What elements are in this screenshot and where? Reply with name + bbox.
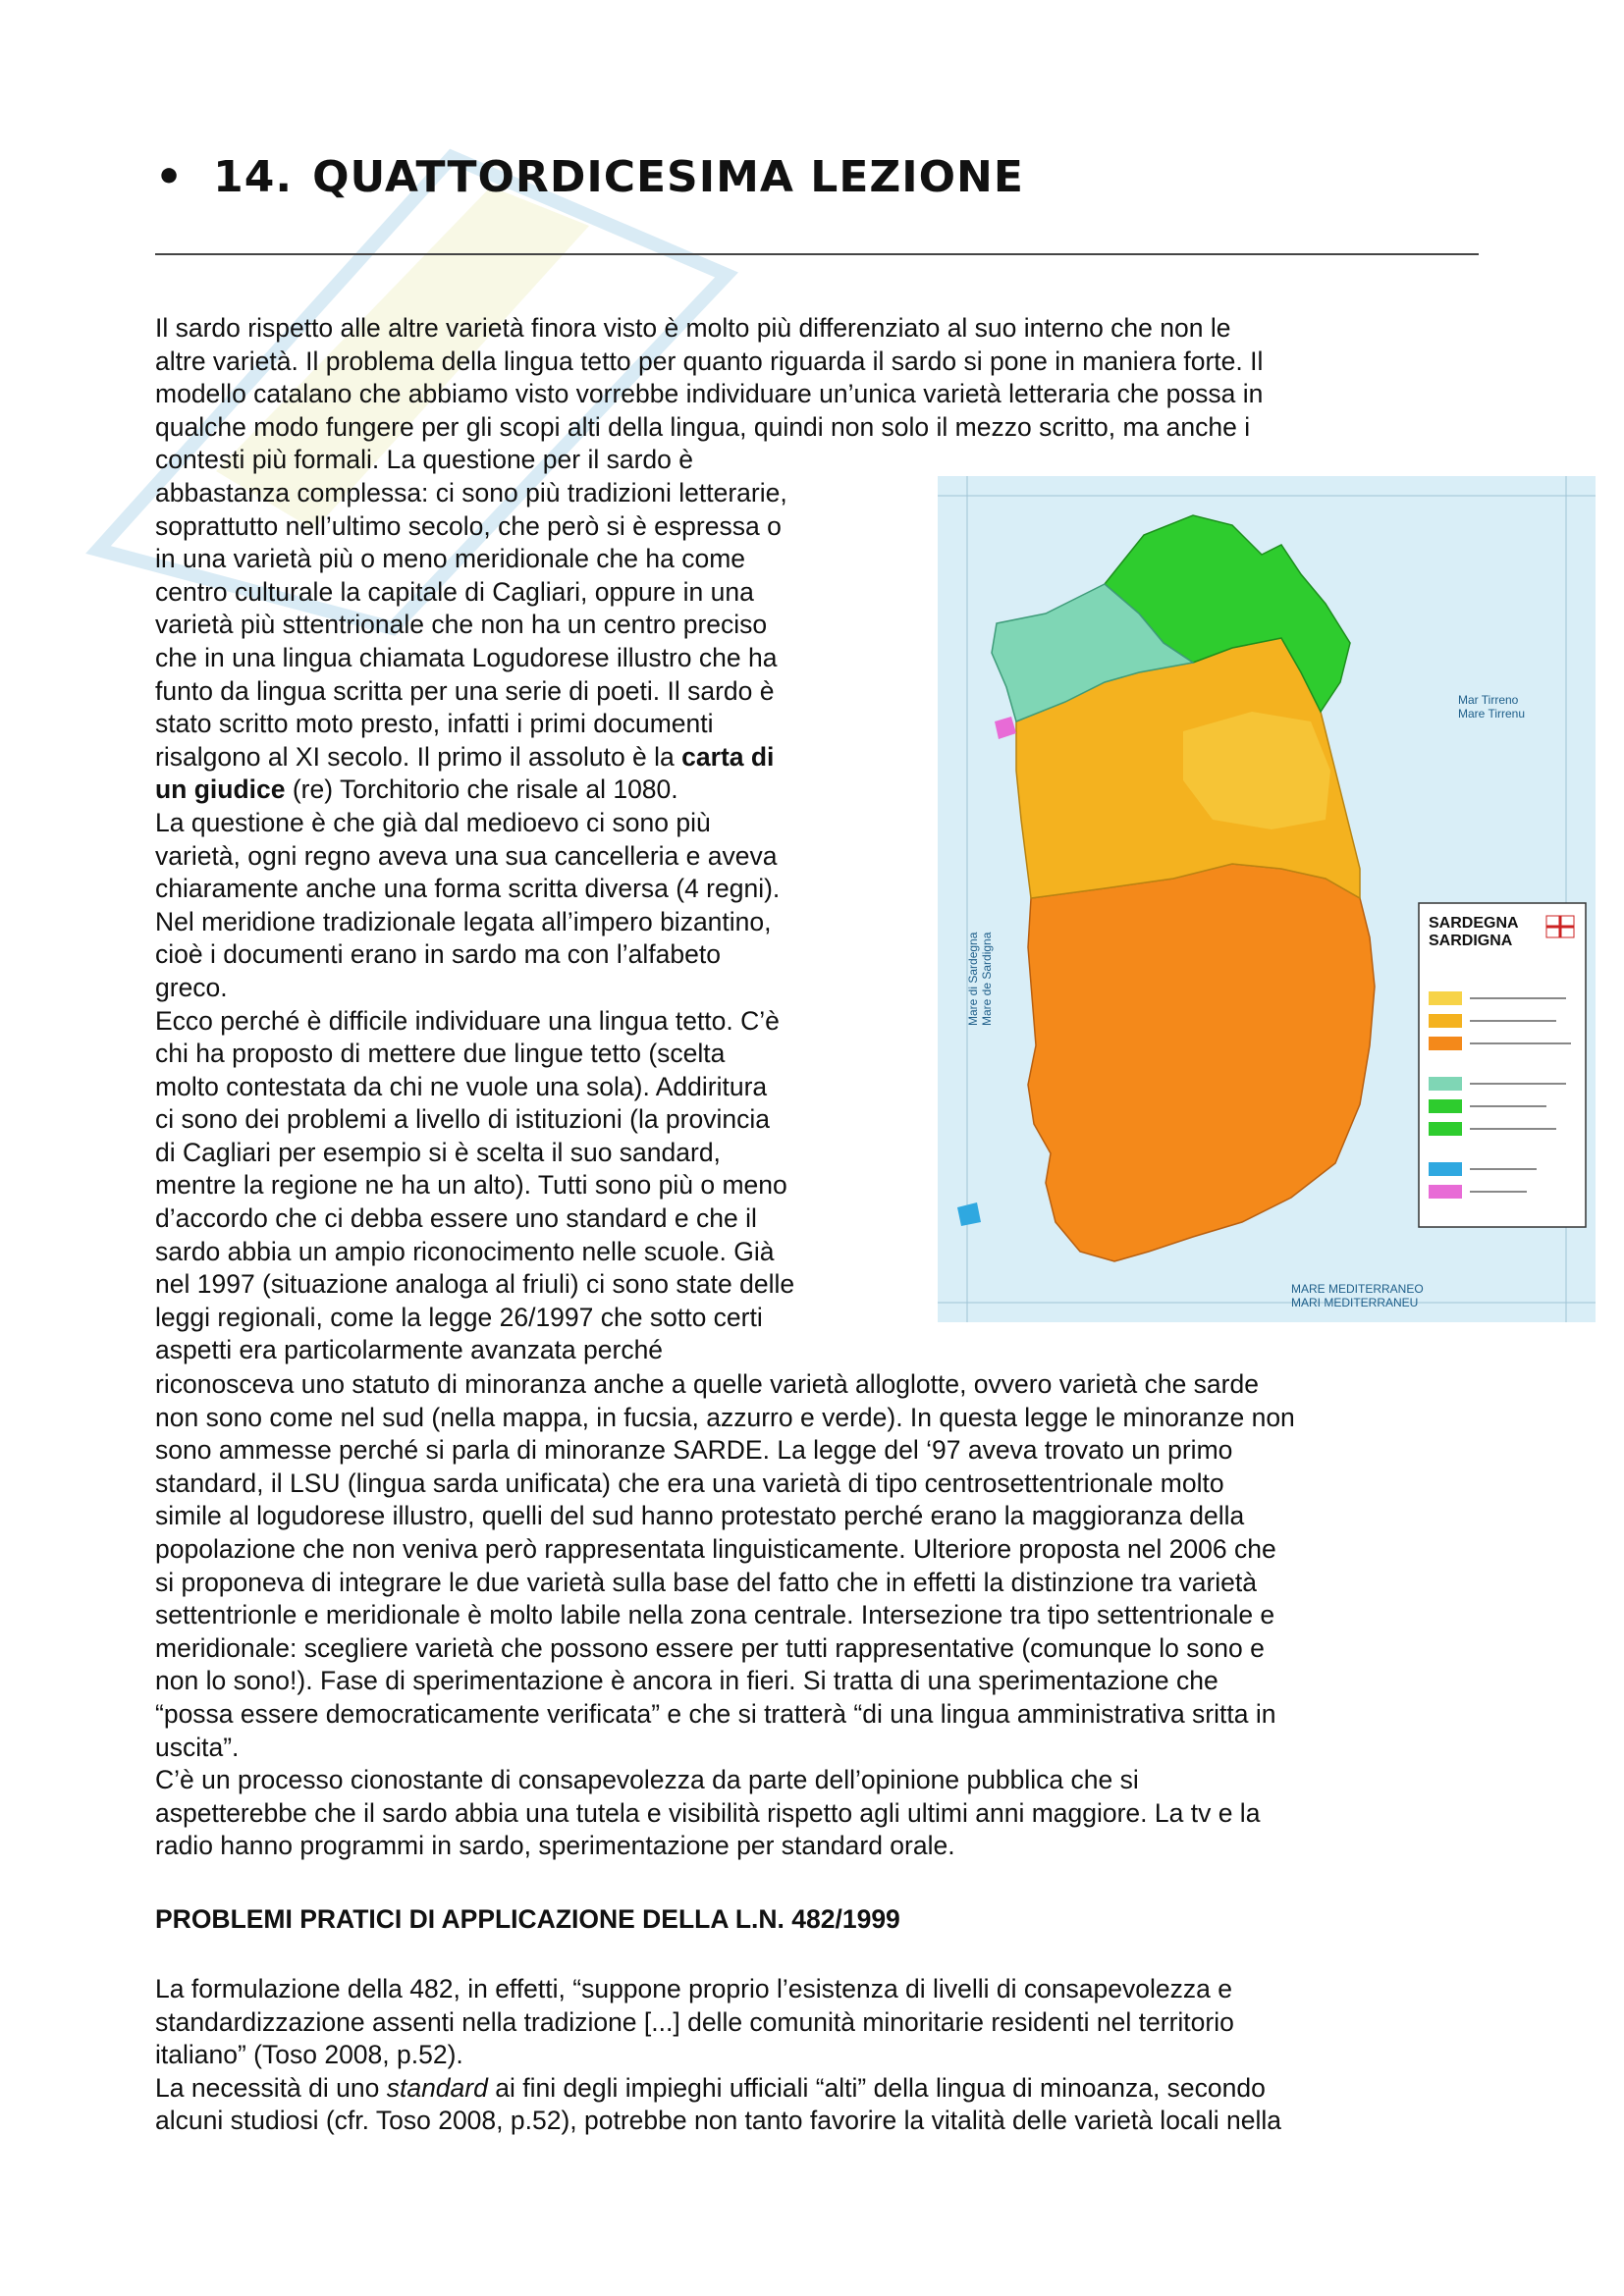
text-line: ci sono dei problemi a livello di istituzioni (la provincia xyxy=(155,1104,770,1135)
legend-title-sardigna: SARDIGNA xyxy=(1429,933,1513,949)
text-line: aspetti era particolarmente avanzata perché xyxy=(155,1335,664,1365)
text-line: standardizzazione assenti nella tradizione [...] delle comunità minoritarie residenti nel territorio xyxy=(155,2006,1234,2037)
legend-swatch-yellow xyxy=(1429,991,1462,1005)
text-line: Nel meridione tradizionale legata all’impero bizantino, xyxy=(155,906,772,936)
heading-title: QUATTORDICESIMA LEZIONE xyxy=(312,152,1024,202)
text-line: Ecco perché è difficile individuare una lingua tetto. C’è xyxy=(155,1005,780,1036)
text-line: contesti più formali. La questione per il sardo è xyxy=(155,445,693,475)
sea-label-mediterraneo: MARE MEDITERRANEO xyxy=(1291,1282,1424,1296)
text-line: aspetterebbe che il sardo abbia una tutela e visibilità rispetto agli ultimi anni maggiore. La tv e la xyxy=(155,1797,1261,1828)
sea-label-sardegna: Mare di Sardegna xyxy=(966,932,980,1026)
text-line xyxy=(155,2072,1490,2106)
standard-text-before: La necessità di uno xyxy=(155,2072,387,2103)
text-line xyxy=(155,774,901,807)
legend-swatch-gallurese xyxy=(1429,1099,1462,1113)
legend-swatch-algherese xyxy=(1429,1185,1462,1199)
text-line: stato scritto moto presto, infatti i primi documenti xyxy=(155,709,714,739)
text-line: riconosceva uno statuto di minoranza anche a quelle varietà alloglotte, ovvero varietà che sarde xyxy=(155,1369,1259,1399)
law-paragraph xyxy=(155,1368,1490,1863)
text-line: meridionale: scegliere varietà che possono essere per tutti rappresentative (comunque lo sono e xyxy=(155,1632,1265,1663)
legend-swatch-tabarchino xyxy=(1429,1162,1462,1176)
giudice-text: (re) Torchitorio che risale al 1080. xyxy=(285,774,678,805)
text-line: cioè i documenti erano in sardo ma con l’alfabeto xyxy=(155,939,721,970)
text-line: La formulazione della 482, in effetti, “suppone proprio l’esistenza di livelli di consapevolezza e xyxy=(155,1974,1232,2003)
text-line: d’accordo che ci debba essere uno standard e che il xyxy=(155,1203,757,1234)
text-line: sardo abbia un ampio riconocimento nelle scuole. Già xyxy=(155,1236,775,1266)
text-line: di Cagliari per esempio si è scelta il suo sandard, xyxy=(155,1137,721,1167)
text-line: mentre la regione ne ha un alto). Tutti sono più o meno xyxy=(155,1170,787,1201)
legend-swatch-campidanese xyxy=(1429,1037,1462,1050)
legend-swatch-gallurese-2 xyxy=(1429,1122,1462,1136)
text-line: chiaramente anche una forma scritta diversa (4 regni). xyxy=(155,874,781,904)
text-line: si proponeva di integrare le due varietà sulla base del fatto che in effetti la distinzione tra varietà xyxy=(155,1567,1258,1597)
text-line: in una varietà più o meno meridionale che ha come xyxy=(155,544,746,574)
text-line: C’è un processo cionostante di consapevolezza da parte dell’opinione pubblica che si xyxy=(155,1765,1139,1795)
text-line: “possa essere democraticamente verificata” e che si tratterà “di una lingua amministrativa sritta in xyxy=(155,1698,1276,1729)
text-line: nel 1997 (situazione analoga al friuli) ci sono state delle xyxy=(155,1269,795,1300)
text-line: modello catalano che abbiamo visto vorrebbe individuare un’unica varietà letteraria che possa in xyxy=(155,379,1264,409)
text-line: La questione è che già dal medioevo ci sono più xyxy=(155,807,711,837)
sea-label-sardigna: Mare de Sardigna xyxy=(980,932,994,1026)
sea-label-tirreno: Mar Tirreno xyxy=(1458,693,1519,707)
text-line: popolazione che non veniva però rappresentata linguisticamente. Ulteriore proposta nel 2006 che xyxy=(155,1533,1276,1564)
text-line: sono ammesse perché si parla di minoranze SARDE. La legge del ‘97 aveva trovato un primo xyxy=(155,1435,1233,1466)
text-line: chi ha proposto di mettere due lingue tetto (scelta xyxy=(155,1039,726,1069)
sea-label-tirrenu: Mare Tirrenu xyxy=(1458,707,1526,721)
text-line: qualche modo fungere per gli scopi alti della lingua, quindi non solo il mezzo scritto, ma anche i xyxy=(155,411,1251,442)
text-line: Il sardo rispetto alle altre varietà finora visto è molto più differenziato al suo interno che non le xyxy=(155,313,1231,343)
text-line: che in una lingua chiamata Logudorese illustro che ha xyxy=(155,642,778,672)
section-paragraph xyxy=(155,1973,1490,2138)
heading-number: 14. xyxy=(213,152,294,202)
heading-bullet: • xyxy=(155,152,185,202)
text-line: funto da lingua scritta per una serie di poeti. Il sardo è xyxy=(155,675,775,706)
legend-swatch-sassarese xyxy=(1429,1077,1462,1091)
lesson-heading xyxy=(155,152,1024,202)
section-title: PROBLEMI PRATICI DI APPLICAZIONE DELLA L.N. 482/1999 xyxy=(155,1904,900,1934)
column-paragraph xyxy=(155,477,901,1367)
text-line: soprattutto nell’ultimo secolo, che però si è espressa o xyxy=(155,510,782,541)
carta-text: risalgono al XI secolo. Il primo il assoluto è la xyxy=(155,741,682,772)
giudice-bold: un giudice xyxy=(155,774,286,805)
text-line: molto contestata da chi ne vuole una sola). Addiritura xyxy=(155,1071,768,1101)
legend-swatch-logudorese xyxy=(1429,1014,1462,1028)
text-line: simile al logudorese illustro, quelli del sud hanno protestato perché erano la maggioranza della xyxy=(155,1501,1245,1531)
text-line: non sono come nel sud (nella mappa, in fucsia, azzurro e verde). In questa legge le minoranze non xyxy=(155,1402,1295,1432)
legend-title-sardegna: SARDEGNA xyxy=(1429,915,1519,932)
map-legend xyxy=(1419,903,1586,1227)
standard-text-after: ai fini degli impieghi ufficiali “alti” della lingua di minoanza, secondo xyxy=(487,2072,1266,2103)
text-line: alcuni studiosi (cfr. Toso 2008, p.52), potrebbe non tanto favorire la vitalità delle varietà locali nella xyxy=(155,2106,1282,2136)
text-line: italiano” (Toso 2008, p.52). xyxy=(155,2040,463,2070)
text-line: radio hanno programmi in sardo, sperimentazione per standard orale. xyxy=(155,1831,955,1861)
standard-italic: standard xyxy=(386,2072,488,2103)
text-line: varietà più sttentrionale che non ha un centro preciso xyxy=(155,610,768,640)
text-line: altre varietà. Il problema della lingua tetto per quanto riguarda il sardo si pone in maniera forte. Il xyxy=(155,346,1264,376)
legend-flag-icon xyxy=(1546,916,1574,937)
sea-label-mediterraneu: MARI MEDITERRANEU xyxy=(1291,1296,1419,1309)
text-line: settentrionle e meridionale è molto labile nella zona centrale. Intersezione tra tipo settentrionale e xyxy=(155,1600,1275,1630)
text-line: non lo sono!). Fase di sperimentazione è ancora in fieri. Si tratta di una sperimentazione che xyxy=(155,1666,1218,1696)
text-line xyxy=(155,741,901,774)
heading-divider xyxy=(155,253,1479,255)
text-line: abbastanza complessa: ci sono più tradizioni letterarie, xyxy=(155,478,787,507)
text-line: varietà, ogni regno aveva una sua cancelleria e aveva xyxy=(155,840,778,871)
text-line: centro culturale la capitale di Cagliari, oppure in una xyxy=(155,576,754,607)
text-line: leggi regionali, come la legge 26/1997 che sotto certi xyxy=(155,1302,763,1332)
intro-paragraph xyxy=(155,312,1490,477)
sardinia-language-map xyxy=(938,476,1596,1322)
text-line: uscita”. xyxy=(155,1732,240,1762)
text-line: standard, il LSU (lingua sarda unificata) che era una varietà di tipo centrosettentrionale molto xyxy=(155,1468,1224,1498)
text-line: greco. xyxy=(155,972,228,1002)
carta-bold: carta di xyxy=(681,741,775,772)
